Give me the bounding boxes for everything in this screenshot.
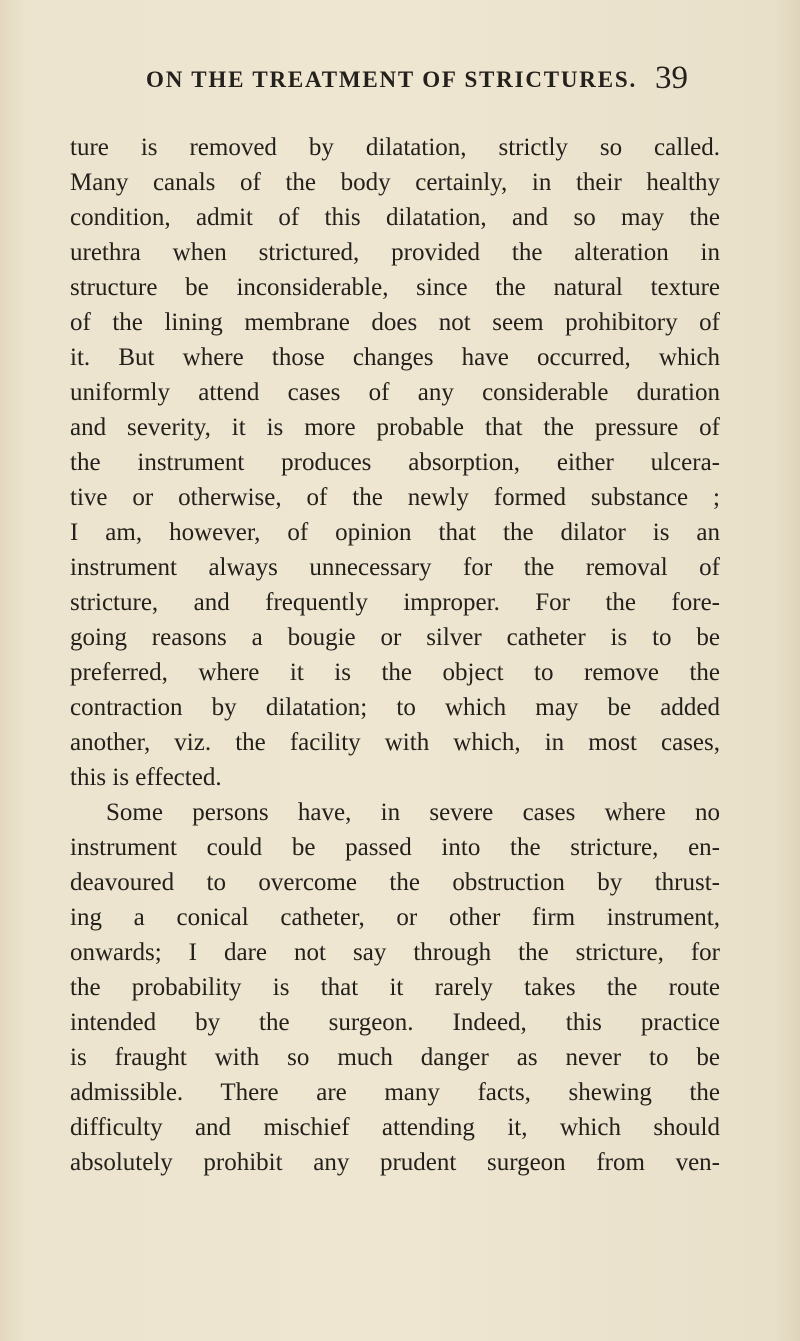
text-line: ture is removed by dilatation, strictly so called. [70, 134, 720, 161]
body-text [70, 130, 720, 1180]
text-line: is fraught with so much danger as never to be [70, 1044, 720, 1071]
text-line: onwards; I dare not say through the stricture, for [70, 939, 720, 966]
text-line: going reasons a bougie or silver catheter is to be [70, 624, 720, 651]
text-line: structure be inconsiderable, since the natural texture [70, 274, 720, 301]
text-line: contraction by dilatation; to which may be added [70, 694, 720, 721]
text-line: condition, admit of this dilatation, and so may the [70, 204, 720, 231]
text-line: absolutely prohibit any prudent surgeon from ven- [70, 1149, 720, 1176]
text-line: preferred, where it is the object to remove the [70, 659, 720, 686]
text-line: tive or otherwise, of the newly formed substance ; [70, 484, 720, 511]
text-line: the instrument produces absorption, either ulcera- [70, 449, 720, 476]
text-line: admissible. There are many facts, shewing the [70, 1079, 720, 1106]
page-number: 39 [655, 60, 688, 96]
paragraph-end-line: this is effected. [70, 764, 222, 791]
text-line: uniformly attend cases of any considerable duration [70, 379, 720, 406]
text-line: instrument could be passed into the stricture, en- [70, 834, 720, 861]
paragraph-start-line: Some persons have, in severe cases where no [106, 799, 720, 826]
text-line: deavoured to overcome the obstruction by thrust- [70, 869, 720, 896]
text-line: difficulty and mischief attending it, which should [70, 1114, 720, 1141]
text-line: stricture, and frequently improper. For the fore- [70, 589, 720, 616]
text-line: instrument always unnecessary for the removal of [70, 554, 720, 581]
text-line: another, viz. the facility with which, in most cases, [70, 729, 720, 756]
running-header: ON THE TREATMENT OF STRICTURES. [146, 67, 637, 92]
text-line: intended by the surgeon. Indeed, this practice [70, 1009, 720, 1036]
text-line: of the lining membrane does not seem prohibitory of [70, 309, 720, 336]
text-line: it. But where those changes have occurred, which [70, 344, 720, 371]
text-line: ing a conical catheter, or other firm instrument, [70, 904, 720, 931]
text-line: urethra when strictured, provided the alteration in [70, 239, 720, 266]
text-line: Many canals of the body certainly, in their healthy [70, 169, 720, 196]
text-line: the probability is that it rarely takes the route [70, 974, 720, 1001]
text-line: I am, however, of opinion that the dilator is an [70, 519, 720, 546]
text-line: and severity, it is more probable that the pressure of [70, 414, 720, 441]
